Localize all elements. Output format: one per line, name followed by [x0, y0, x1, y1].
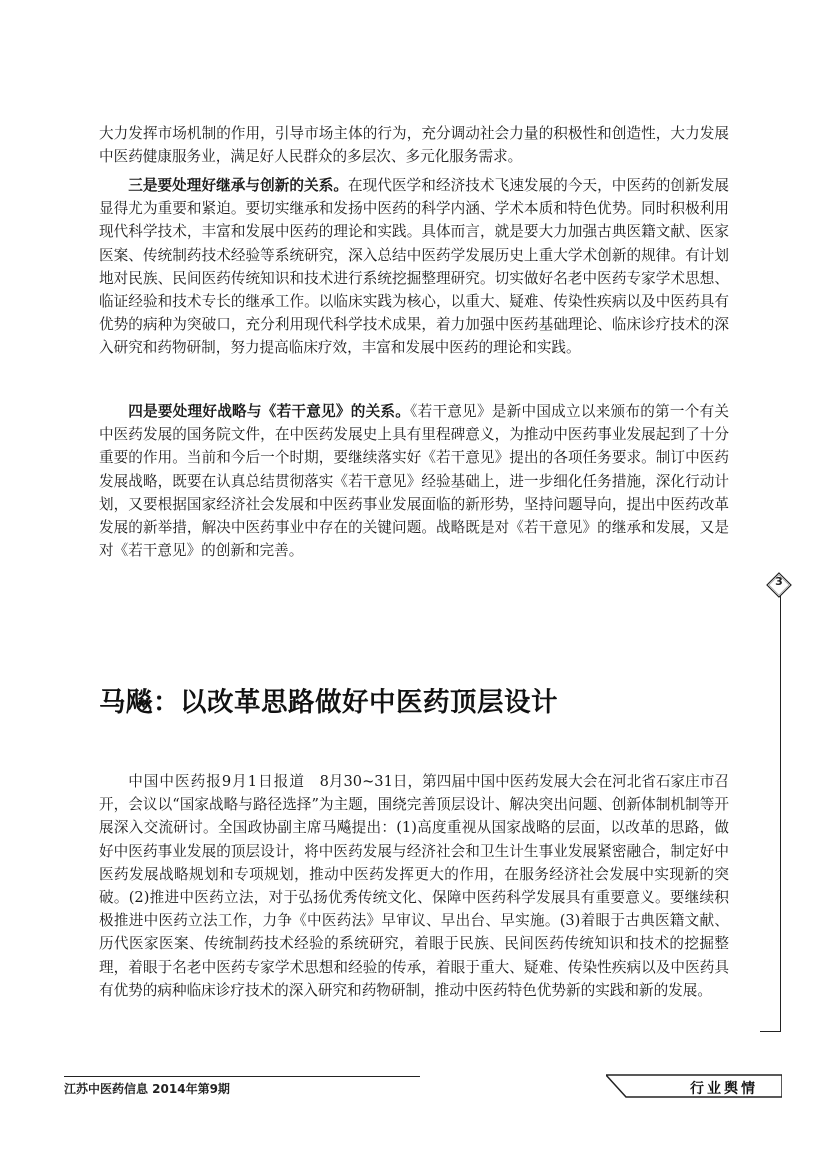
article-body-text: 8月30~31日，第四届中国中医药发展大会在河北省石家庄市召开，会议以“国家战略与路径选择”为主题，围绕完善顶层设计、解决突出问题、创新体制机制等开展深入交流研讨。全国政协副主席马飚提出：(1)高度重视从国家战略的层面，以改革的思路，做好中医药事业发展的顶层设计，将中医药发展与经济社会和卫生计生事业发展紧密融合，制定好中医药发展战略规划和专项规划，推动中医药发挥更大的作用，在服务经济社会发展中实现新的突破。(2)推进中医药立法，对于弘扬优秀传统文化、保障中医药科学发展具有重要意义。要继续积极推进中医药立法工作，力争《中医药法》早审议、早出台、早实施。(3)着眼于古典医籍文献、历代医家医案、传统制药技术经验的系统研究，着眼于民族、民间医药传统知识和技术的挖掘整理，着眼于名老中医药专家学术思想和经验的传承，着眼于重大、疑难、传染性疾病以及中医药具有优势的病种临床诊疗技术的深入研究和药物研制，推动中医药特色优势新的实践和新的发展。 [99, 773, 729, 999]
paragraph-market-mechanism: 大力发挥市场机制的作用，引导市场主体的行为，充分调动社会力量的积极性和创造性，大力发展中医药健康服务业，满足好人民群众的多层次、多元化服务需求。 [99, 125, 729, 166]
margin-rule [780, 592, 781, 1032]
paragraph-strategy-opinions [99, 400, 729, 562]
article-title: 马飚：以改革思路做好中医药顶层设计 [99, 687, 558, 718]
article-body [99, 770, 729, 1002]
paragraph-inheritance-innovation [99, 174, 729, 360]
footer-section-label: 行业舆情 [690, 1081, 758, 1097]
footer-rule [64, 1076, 420, 1077]
paragraph-lead-heading: 四是要处理好战略与《若干意见》的关系。 [128, 403, 411, 420]
paragraph-lead-heading: 三是要处理好继承与创新的关系。 [128, 177, 349, 194]
paragraph-body: 在现代医学和经济技术飞速发展的今天，中医药的创新发展显得尤为重要和紧迫。要切实继承和发扬中医药的科学内涵、学术本质和特色优势。同时积极利用现代科学技术，丰富和发展中医药的理论和实践。具体而言，就是要大力加强古典医籍文献、医家医案、传统制药技术经验等系统研究，深入总结中医药学发展历史上重大学术创新的规律。有计划地对民族、民间医药传统知识和技术进行系统挖掘整理研究。切实做好名老中医药专家学术思想、临证经验和技术专长的继承工作。以临床实践为核心，以重大、疑难、传染性疾病以及中医药具有优势的病种为突破口，充分利用现代科学技术成果，着力加强中医药基础理论、临床诊疗技术的深入研究和药物研制，努力提高临床疗效，丰富和发展中医药的理论和实践。 [99, 177, 729, 357]
paragraph-body: 《若干意见》是新中国成立以来颁布的第一个有关中医药发展的国务院文件，在中医药发展史上具有里程碑意义，为推动中医药事业发展起到了十分重要的作用。当前和今后一个时期，要继续落实好《若干意见》提出的各项任务要求。制订中医药发展战略，既要在认真总结贯彻落实《若干意见》经验基础上，进一步细化任务措施，深化行动计划，又要根据国家经济社会发展和中医药事业发展面临的新形势，坚持问题导向，提出中医药改革发展的新举措，解决中医药事业中存在的关键问题。战略既是对《若干意见》的继承和发展，又是对《若干意见》的创新和完善。 [99, 403, 729, 560]
page-number: 3 [775, 575, 783, 588]
footer-journal-issue: 江苏中医药信息 2014年第9期 [64, 1082, 230, 1096]
article-dateline: 中国中医药报9月1日报道 [128, 773, 305, 790]
margin-rule-foot [760, 1031, 781, 1032]
